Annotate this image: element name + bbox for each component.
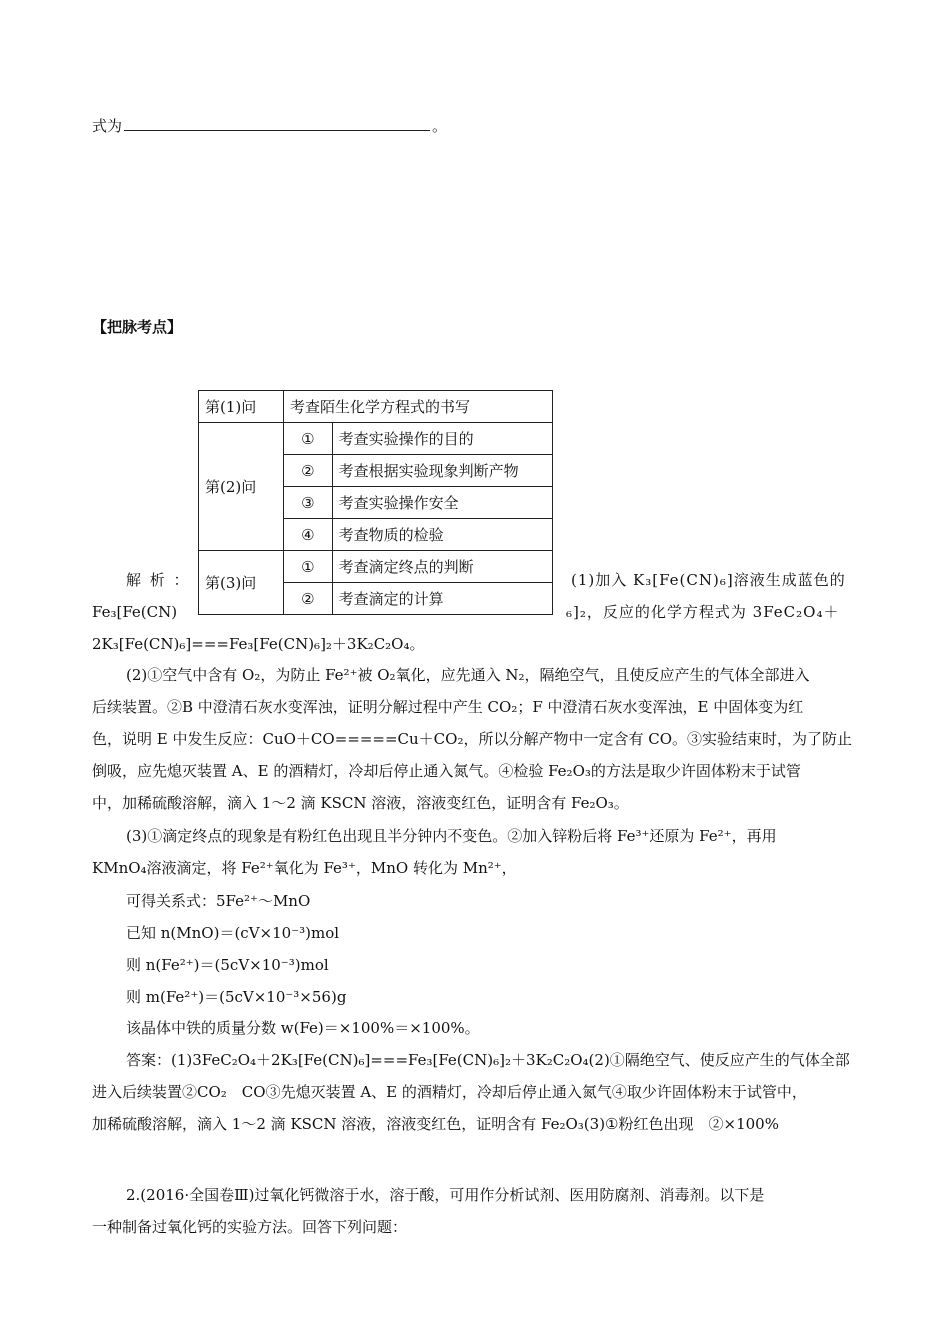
analysis-line-12: 已知 n(MnO)＝(cV×10⁻³)mol bbox=[126, 924, 340, 942]
answer-blank-line bbox=[92, 116, 447, 136]
analysis-line-8: 中，加稀硫酸溶解，滴入 1～2 滴 KSCN 溶液，溶液变红色，证明含有 Fe₂O₃。 bbox=[92, 794, 629, 812]
analysis-line-2-left: Fe₃[Fe(CN) bbox=[92, 603, 178, 621]
blank-suffix: 。 bbox=[432, 117, 448, 135]
q2-item-desc: 考查实验操作安全 bbox=[332, 487, 552, 519]
q2-item-num: ② bbox=[284, 455, 333, 487]
q1-desc: 考查陌生化学方程式的书写 bbox=[284, 391, 553, 423]
analysis-line-1-right: (1)加入 K₃[Fe(CN)₆]溶液生成蓝色的 bbox=[571, 571, 846, 589]
analysis-line-15: 该晶体中铁的质量分数 w(Fe)＝×100%＝×100%。 bbox=[126, 1019, 480, 1037]
table-row bbox=[199, 391, 553, 423]
q2-item-num: ③ bbox=[284, 487, 333, 519]
answer-line-1: 答案：(1)3FeC₂O₄＋2K₃[Fe(CN)₆]===Fe₃[Fe(CN)₆]₂＋3K₂C₂O₄(2)①隔绝空气、使反应产生的气体全部 bbox=[126, 1051, 850, 1069]
analysis-line-6: 色，说明 E 中发生反应：CuO＋CO=====Cu＋CO₂，所以分解产物中一定含有 CO。③实验结束时，为了防止 bbox=[92, 730, 853, 748]
question2-line-2: 一种制备过氧化钙的实验方法。回答下列问题： bbox=[92, 1218, 408, 1236]
answer-line-2: 进入后续装置②CO₂ CO③先熄灭装置 A、E 的酒精灯，冷却后停止通入氮气④取少许固体粉末于试管中， bbox=[92, 1083, 807, 1101]
exam-points-table bbox=[198, 390, 553, 615]
question2-line-1: 2.(2016·全国卷Ⅲ)过氧化钙微溶于水，溶于酸，可用作分析试剂、医用防腐剂、消毒剂。以下是 bbox=[126, 1186, 765, 1204]
analysis-line-4: (2)①空气中含有 O₂，为防止 Fe²⁺被 O₂氧化，应先通入 N₂，隔绝空气，且使反应产生的气体全部进入 bbox=[126, 666, 810, 684]
analysis-line-5: 后续装置。②B 中澄清石灰水变浑浊，证明分解过程中产生 CO₂；F 中澄清石灰水变浑浊，E 中固体变为红 bbox=[92, 698, 804, 716]
analysis-line-1-left: 解 析 ： bbox=[126, 571, 191, 589]
table-row bbox=[199, 551, 553, 583]
blank-prefix: 式为 bbox=[92, 117, 123, 135]
q2-item-desc: 考查实验操作的目的 bbox=[332, 423, 552, 455]
q3-item-num: ② bbox=[284, 583, 333, 615]
q2-item-desc: 考查物质的检验 bbox=[332, 519, 552, 551]
q2-item-num: ① bbox=[284, 423, 333, 455]
section-title: 【把脉考点】 bbox=[92, 318, 183, 336]
q3-item-desc: 考查滴定的计算 bbox=[332, 583, 552, 615]
q3-label: 第(3)问 bbox=[199, 551, 284, 615]
analysis-line-9: (3)①滴定终点的现象是有粉红色出现且半分钟内不变色。②加入锌粉后将 Fe³⁺还原为 Fe²⁺，再用 bbox=[126, 827, 777, 845]
q2-label: 第(2)问 bbox=[199, 423, 284, 551]
analysis-line-3: 2K₃[Fe(CN)₆]===Fe₃[Fe(CN)₆]₂＋3K₂C₂O₄。 bbox=[92, 635, 425, 653]
q3-item-desc: 考查滴定终点的判断 bbox=[332, 551, 552, 583]
q2-item-desc: 考查根据实验现象判断产物 bbox=[332, 455, 552, 487]
analysis-line-11: 可得关系式：5Fe²⁺～MnO bbox=[126, 892, 311, 910]
q2-item-num: ④ bbox=[284, 519, 333, 551]
fill-blank[interactable] bbox=[124, 116, 430, 131]
q1-label: 第(1)问 bbox=[199, 391, 284, 423]
analysis-line-14: 则 m(Fe²⁺)＝(5cV×10⁻³×56)g bbox=[126, 988, 347, 1006]
q3-item-num: ① bbox=[284, 551, 333, 583]
answer-line-3: 加稀硫酸溶解，滴入 1～2 滴 KSCN 溶液，溶液变红色，证明含有 Fe₂O₃(3)①粉红色出现 ②×100% bbox=[92, 1115, 779, 1133]
analysis-line-10: KMnO₄溶液滴定，将 Fe²⁺氧化为 Fe³⁺，MnO 转化为 Mn²⁺， bbox=[92, 859, 517, 877]
table-row bbox=[199, 423, 553, 455]
analysis-line-7: 倒吸，应先熄灭装置 A、E 的酒精灯，冷却后停止通入氮气。④检验 Fe₂O₃的方法是取少许固体粉末于试管 bbox=[92, 762, 801, 780]
analysis-line-2-right: ₆]₂，反应的化学方程式为 3FeC₂O₄＋ bbox=[566, 603, 840, 621]
analysis-line-13: 则 n(Fe²⁺)＝(5cV×10⁻³)mol bbox=[126, 956, 329, 974]
